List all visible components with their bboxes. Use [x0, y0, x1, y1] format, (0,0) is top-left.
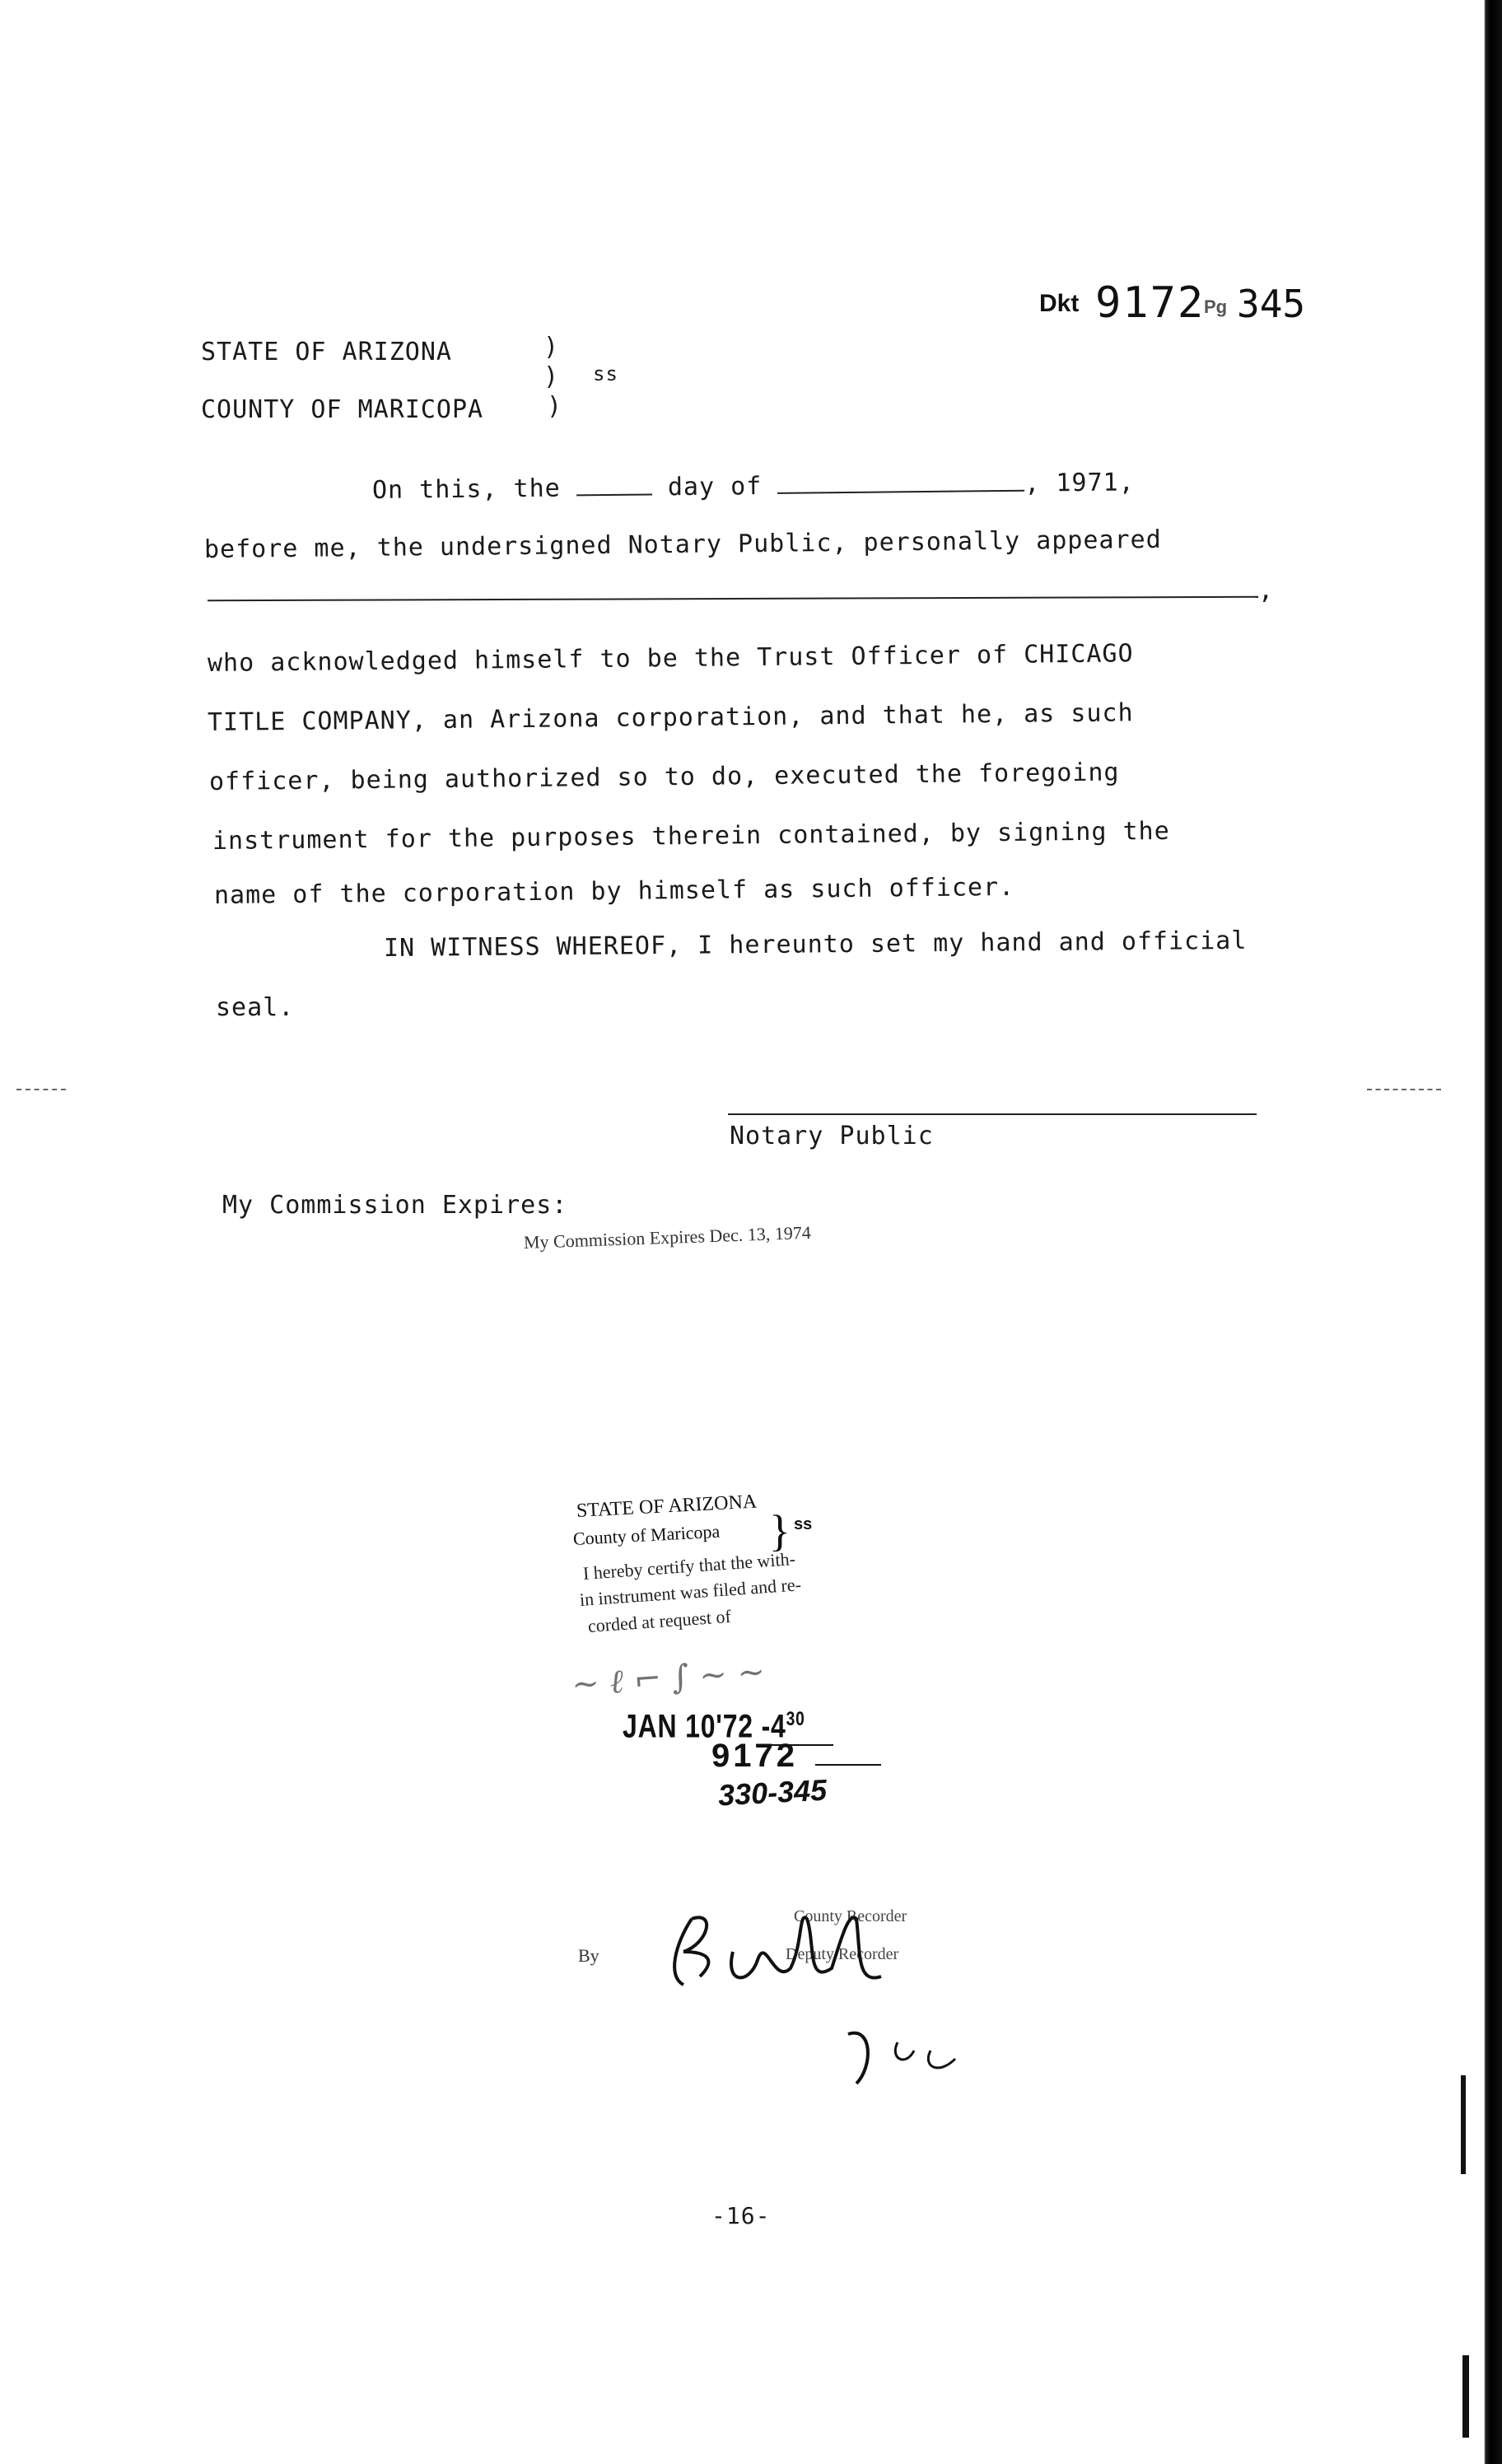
venue-paren-2: )	[543, 362, 560, 391]
day-blank	[576, 493, 652, 496]
stamp-certify-1: I hereby certify that the with-	[582, 1548, 796, 1584]
stamp-time-minutes: 30	[786, 1708, 805, 1730]
year-text: , 1971,	[1024, 468, 1135, 498]
scan-edge-mark	[1461, 2075, 1466, 2174]
month-blank	[777, 490, 1024, 494]
date-intro-text: On this, the	[371, 474, 561, 505]
stamp-county-recorder: County Recorder	[794, 1907, 907, 1925]
body-line-7: instrument for the purposes therein contained, by signing the	[212, 816, 1170, 856]
docket-number: 9172	[1095, 278, 1206, 328]
stamp-requestor-handwriting: ~ ℓ ⌐ ∫ ~ ~	[570, 1652, 767, 1705]
commission-expires-label: My Commission Expires:	[222, 1191, 568, 1220]
stamp-date-text: JAN 10'72 -4	[623, 1708, 786, 1745]
page-prefix: Pg	[1204, 296, 1228, 317]
body-line-8: name of the corporation by himself as such officer.	[213, 872, 1015, 910]
body-line-6: officer, being authorized so to do, executed the foregoing	[208, 758, 1120, 796]
clerk-initials	[840, 2018, 963, 2092]
stamp-docket-underline	[815, 1764, 881, 1766]
seal-word: seal.	[216, 993, 295, 1022]
appearer-comma: ,	[1258, 576, 1275, 605]
stamp-by-label: By	[578, 1945, 599, 1966]
venue-state: STATE OF ARIZONA	[201, 338, 452, 366]
scan-artifact-right	[1367, 1089, 1441, 1090]
stamp-ss: ss	[794, 1515, 813, 1533]
notary-public-label: Notary Public	[730, 1122, 934, 1150]
page-reference: 345	[1237, 282, 1306, 326]
body-line-4: who acknowledged himself to be the Trust Officer of CHICAGO	[207, 639, 1134, 678]
stamp-brace: }	[769, 1506, 791, 1556]
stamp-state: STATE OF ARIZONA	[576, 1491, 758, 1522]
page-number: -16-	[711, 2202, 771, 2229]
stamp-docket: 9172	[711, 1738, 798, 1774]
scan-edge-mark-2	[1462, 2355, 1469, 2438]
witness-clause: IN WITNESS WHEREOF, I hereunto set my hand and official	[383, 926, 1248, 963]
body-line-5: TITLE COMPANY, an Arizona corporation, and that he, as such	[207, 698, 1134, 737]
deputy-signature	[659, 1894, 922, 2001]
stamp-certify-3: corded at request of	[587, 1605, 732, 1636]
venue-paren-3: )	[547, 392, 563, 421]
stamp-deputy-recorder: Deputy Recorder	[786, 1945, 899, 1963]
docket-prefix: Dkt	[1039, 290, 1080, 317]
notary-signature-line	[728, 1113, 1257, 1115]
body-line-1	[372, 468, 1135, 505]
body-line-2: before me, the undersigned Notary Public, personally appeared	[203, 525, 1162, 564]
venue-county: COUNTY OF MARICOPA	[201, 395, 484, 424]
scan-artifact-left	[16, 1089, 66, 1090]
stamp-certify-2: in instrument was filed and re-	[579, 1574, 802, 1610]
scan-edge	[1474, 0, 1502, 2464]
recording-stamp	[570, 1491, 934, 1966]
commission-expiry-stamp: My Commission Expires Dec. 13, 1974	[523, 1221, 812, 1253]
stamp-pages: 330-345	[716, 1772, 828, 1813]
day-of-text: day of	[667, 472, 763, 502]
appearer-name-blank	[208, 596, 1258, 601]
venue-paren-1: )	[543, 333, 560, 362]
stamp-county: County of Maricopa	[572, 1520, 721, 1549]
venue-ss: ss	[593, 362, 618, 385]
